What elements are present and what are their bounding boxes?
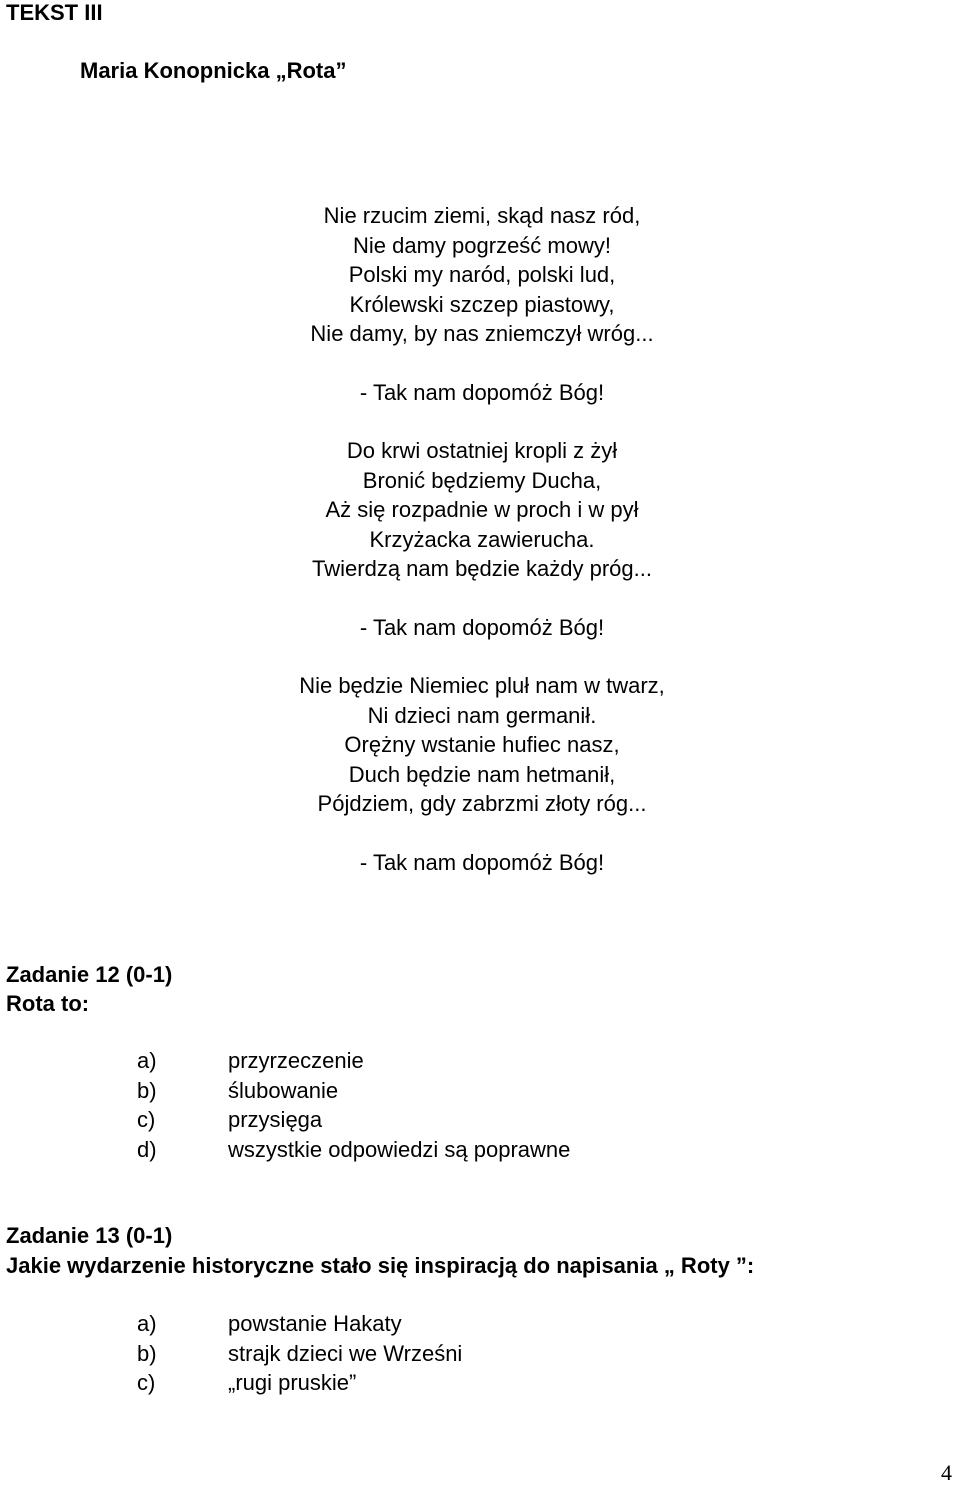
option-key: a) bbox=[137, 1311, 157, 1336]
stanza bbox=[0, 201, 960, 349]
option-text: wszystkie odpowiedzi są poprawne bbox=[228, 1136, 571, 1162]
answer-option bbox=[137, 1368, 462, 1398]
option-key: b) bbox=[137, 1077, 157, 1103]
poem-line: Ni dzieci nam germanił. bbox=[367, 702, 597, 728]
stanza bbox=[0, 436, 960, 584]
answer-option bbox=[137, 1309, 462, 1339]
option-key: c) bbox=[137, 1107, 156, 1132]
poem-line: Nie damy, by nas zniemczył wróg... bbox=[310, 321, 654, 346]
answer-option bbox=[137, 1046, 570, 1076]
poem-line: Nie rzucim ziemi, skąd nasz ród, bbox=[323, 203, 641, 228]
page-number: 4 bbox=[941, 1460, 952, 1485]
task-12-options bbox=[137, 1046, 570, 1164]
option-text: powstanie Hakaty bbox=[228, 1311, 402, 1336]
task-13-question: Jakie wydarzenie historyczne stało się inspiracją do napisania „ Roty ”: bbox=[6, 1253, 755, 1278]
task-12-question: Rota to: bbox=[6, 991, 90, 1016]
answer-option bbox=[137, 1135, 570, 1165]
poem-line: Krzyżacka zawierucha. bbox=[369, 526, 595, 552]
stanza bbox=[0, 671, 960, 819]
poem-line: Pójdziem, gdy zabrzmi złoty róg... bbox=[317, 791, 647, 816]
answer-option bbox=[137, 1105, 570, 1135]
answer-option bbox=[137, 1339, 462, 1369]
poem-text bbox=[0, 201, 960, 877]
option-key: b) bbox=[137, 1340, 157, 1366]
option-text: przysięga bbox=[228, 1107, 323, 1132]
task-12-title: Zadanie 12 (0-1) bbox=[6, 962, 173, 987]
poem-line: Królewski szczep piastowy, bbox=[349, 291, 615, 317]
task-13-options bbox=[137, 1309, 462, 1398]
poem-line: Do krwi ostatniej kropli z żył bbox=[346, 438, 618, 463]
poem-line: Duch będzie nam hetmanił, bbox=[348, 761, 616, 787]
option-key: d) bbox=[137, 1136, 157, 1162]
section-heading: TEKST III bbox=[6, 0, 103, 25]
refrain bbox=[0, 848, 960, 878]
poem-line: Aż się rozpadnie w proch i w pył bbox=[325, 497, 639, 522]
option-text: ślubowanie bbox=[228, 1077, 339, 1103]
poem-line: Nie będzie Niemiec pluł nam w twarz, bbox=[299, 673, 665, 698]
refrain bbox=[0, 613, 960, 643]
option-text: przyrzeczenie bbox=[228, 1048, 364, 1073]
option-text: strajk dzieci we Wrześni bbox=[228, 1340, 463, 1366]
refrain-line: - Tak nam dopomóż Bóg! bbox=[359, 614, 605, 640]
poem-line: Orężny wstanie hufiec nasz, bbox=[344, 732, 620, 757]
option-key: a) bbox=[137, 1048, 157, 1073]
task-13-title: Zadanie 13 (0-1) bbox=[6, 1223, 173, 1248]
refrain-line: - Tak nam dopomóż Bóg! bbox=[359, 379, 605, 405]
option-key: c) bbox=[137, 1370, 156, 1395]
poem-author-title: Maria Konopnicka „Rota” bbox=[80, 58, 347, 83]
poem-line: Polski my naród, polski lud, bbox=[348, 262, 616, 287]
answer-option bbox=[137, 1076, 570, 1106]
refrain-line: - Tak nam dopomóż Bóg! bbox=[359, 849, 605, 875]
refrain bbox=[0, 378, 960, 408]
poem-line: Bronić będziemy Ducha, bbox=[362, 467, 602, 493]
poem-line: Nie damy pogrześć mowy! bbox=[353, 232, 611, 258]
poem-line: Twierdzą nam będzie każdy próg... bbox=[312, 556, 652, 581]
option-text: „rugi pruskie” bbox=[228, 1370, 357, 1395]
